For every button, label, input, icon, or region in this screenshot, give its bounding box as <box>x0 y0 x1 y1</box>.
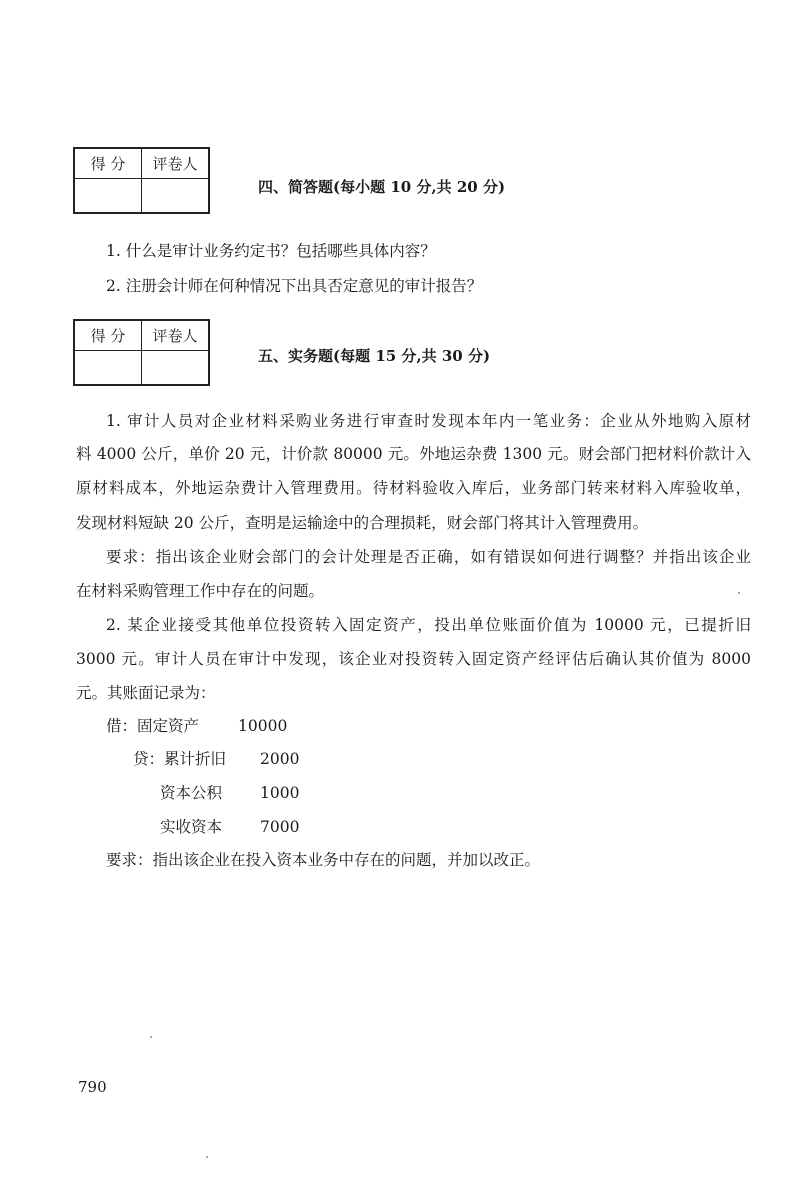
grader-cell <box>142 351 210 386</box>
score-box-section-5 <box>73 319 210 386</box>
scan-speck <box>206 1156 208 1158</box>
entry-credit-2-amount: 1000 <box>260 784 300 802</box>
score-box-section-4 <box>73 147 210 214</box>
question-5-1-requirement-line-2: 在材料采购管理工作中存在的问题。 <box>76 582 325 600</box>
question-5-2-line-3: 元。其账面记录为： <box>76 684 216 702</box>
question-5-1-line-2: 料 4000 公斤，单价 20 元，计价款 80000 元。外地运杂费 1300 元。财会部门把材料价款计入 <box>76 445 751 463</box>
score-label: 得 分 <box>74 148 142 179</box>
scan-speck <box>150 1036 152 1038</box>
question-5-2-requirement: 要求：指出该企业在投入资本业务中存在的问题，并加以改正。 <box>106 851 541 869</box>
question-5-2-line-1: 2. 某企业接受其他单位投资转入固定资产，投出单位账面价值为 10000 元，已提折旧 <box>106 616 751 634</box>
section-4-title: 四、简答题(每小题 10 分,共 20 分) <box>258 178 506 196</box>
grader-label: 评卷人 <box>142 320 210 351</box>
question-5-1-line-1: 1. 审计人员对企业材料采购业务进行审查时发现本年内一笔业务：企业从外地购入原材 <box>106 412 751 430</box>
score-label: 得 分 <box>74 320 142 351</box>
entry-credit-3-amount: 7000 <box>260 818 300 836</box>
question-5-1-line-4: 发现材料短缺 20 公斤，查明是运输途中的合理损耗，财会部门将其计入管理费用。 <box>76 514 649 532</box>
question-5-2-line-2: 3000 元。审计人员在审计中发现，该企业对投资转入固定资产经评估后确认其价值为 8000 <box>76 650 751 668</box>
entry-credit-2-label: 资本公积 <box>160 784 223 802</box>
grader-cell <box>142 179 210 214</box>
entry-credit-3-label: 实收资本 <box>160 818 223 836</box>
question-5-1-line-3: 原材料成本，外地运杂费计入管理费用。待材料验收入库后，业务部门转来材料入库验收单， <box>76 479 751 497</box>
entry-credit-amount: 2000 <box>260 750 300 768</box>
score-cell <box>74 179 142 214</box>
entry-debit-amount: 10000 <box>238 717 288 735</box>
section-5-title: 五、实务题(每题 15 分,共 30 分) <box>258 347 491 365</box>
score-cell <box>74 351 142 386</box>
question-4-1: 1. 什么是审计业务约定书？包括哪些具体内容？ <box>106 242 436 260</box>
page-number: 790 <box>78 1078 107 1096</box>
entry-debit-label: 借：固定资产 <box>106 717 200 735</box>
question-5-1-requirement-line-1: 要求：指出该企业财会部门的会计处理是否正确，如有错误如何进行调整？并指出该企业 <box>106 548 751 566</box>
question-4-2: 2. 注册会计师在何种情况下出具否定意见的审计报告？ <box>106 277 483 295</box>
scan-speck <box>738 592 740 594</box>
grader-label: 评卷人 <box>142 148 210 179</box>
entry-credit-label: 贷：累计折旧 <box>133 750 227 768</box>
